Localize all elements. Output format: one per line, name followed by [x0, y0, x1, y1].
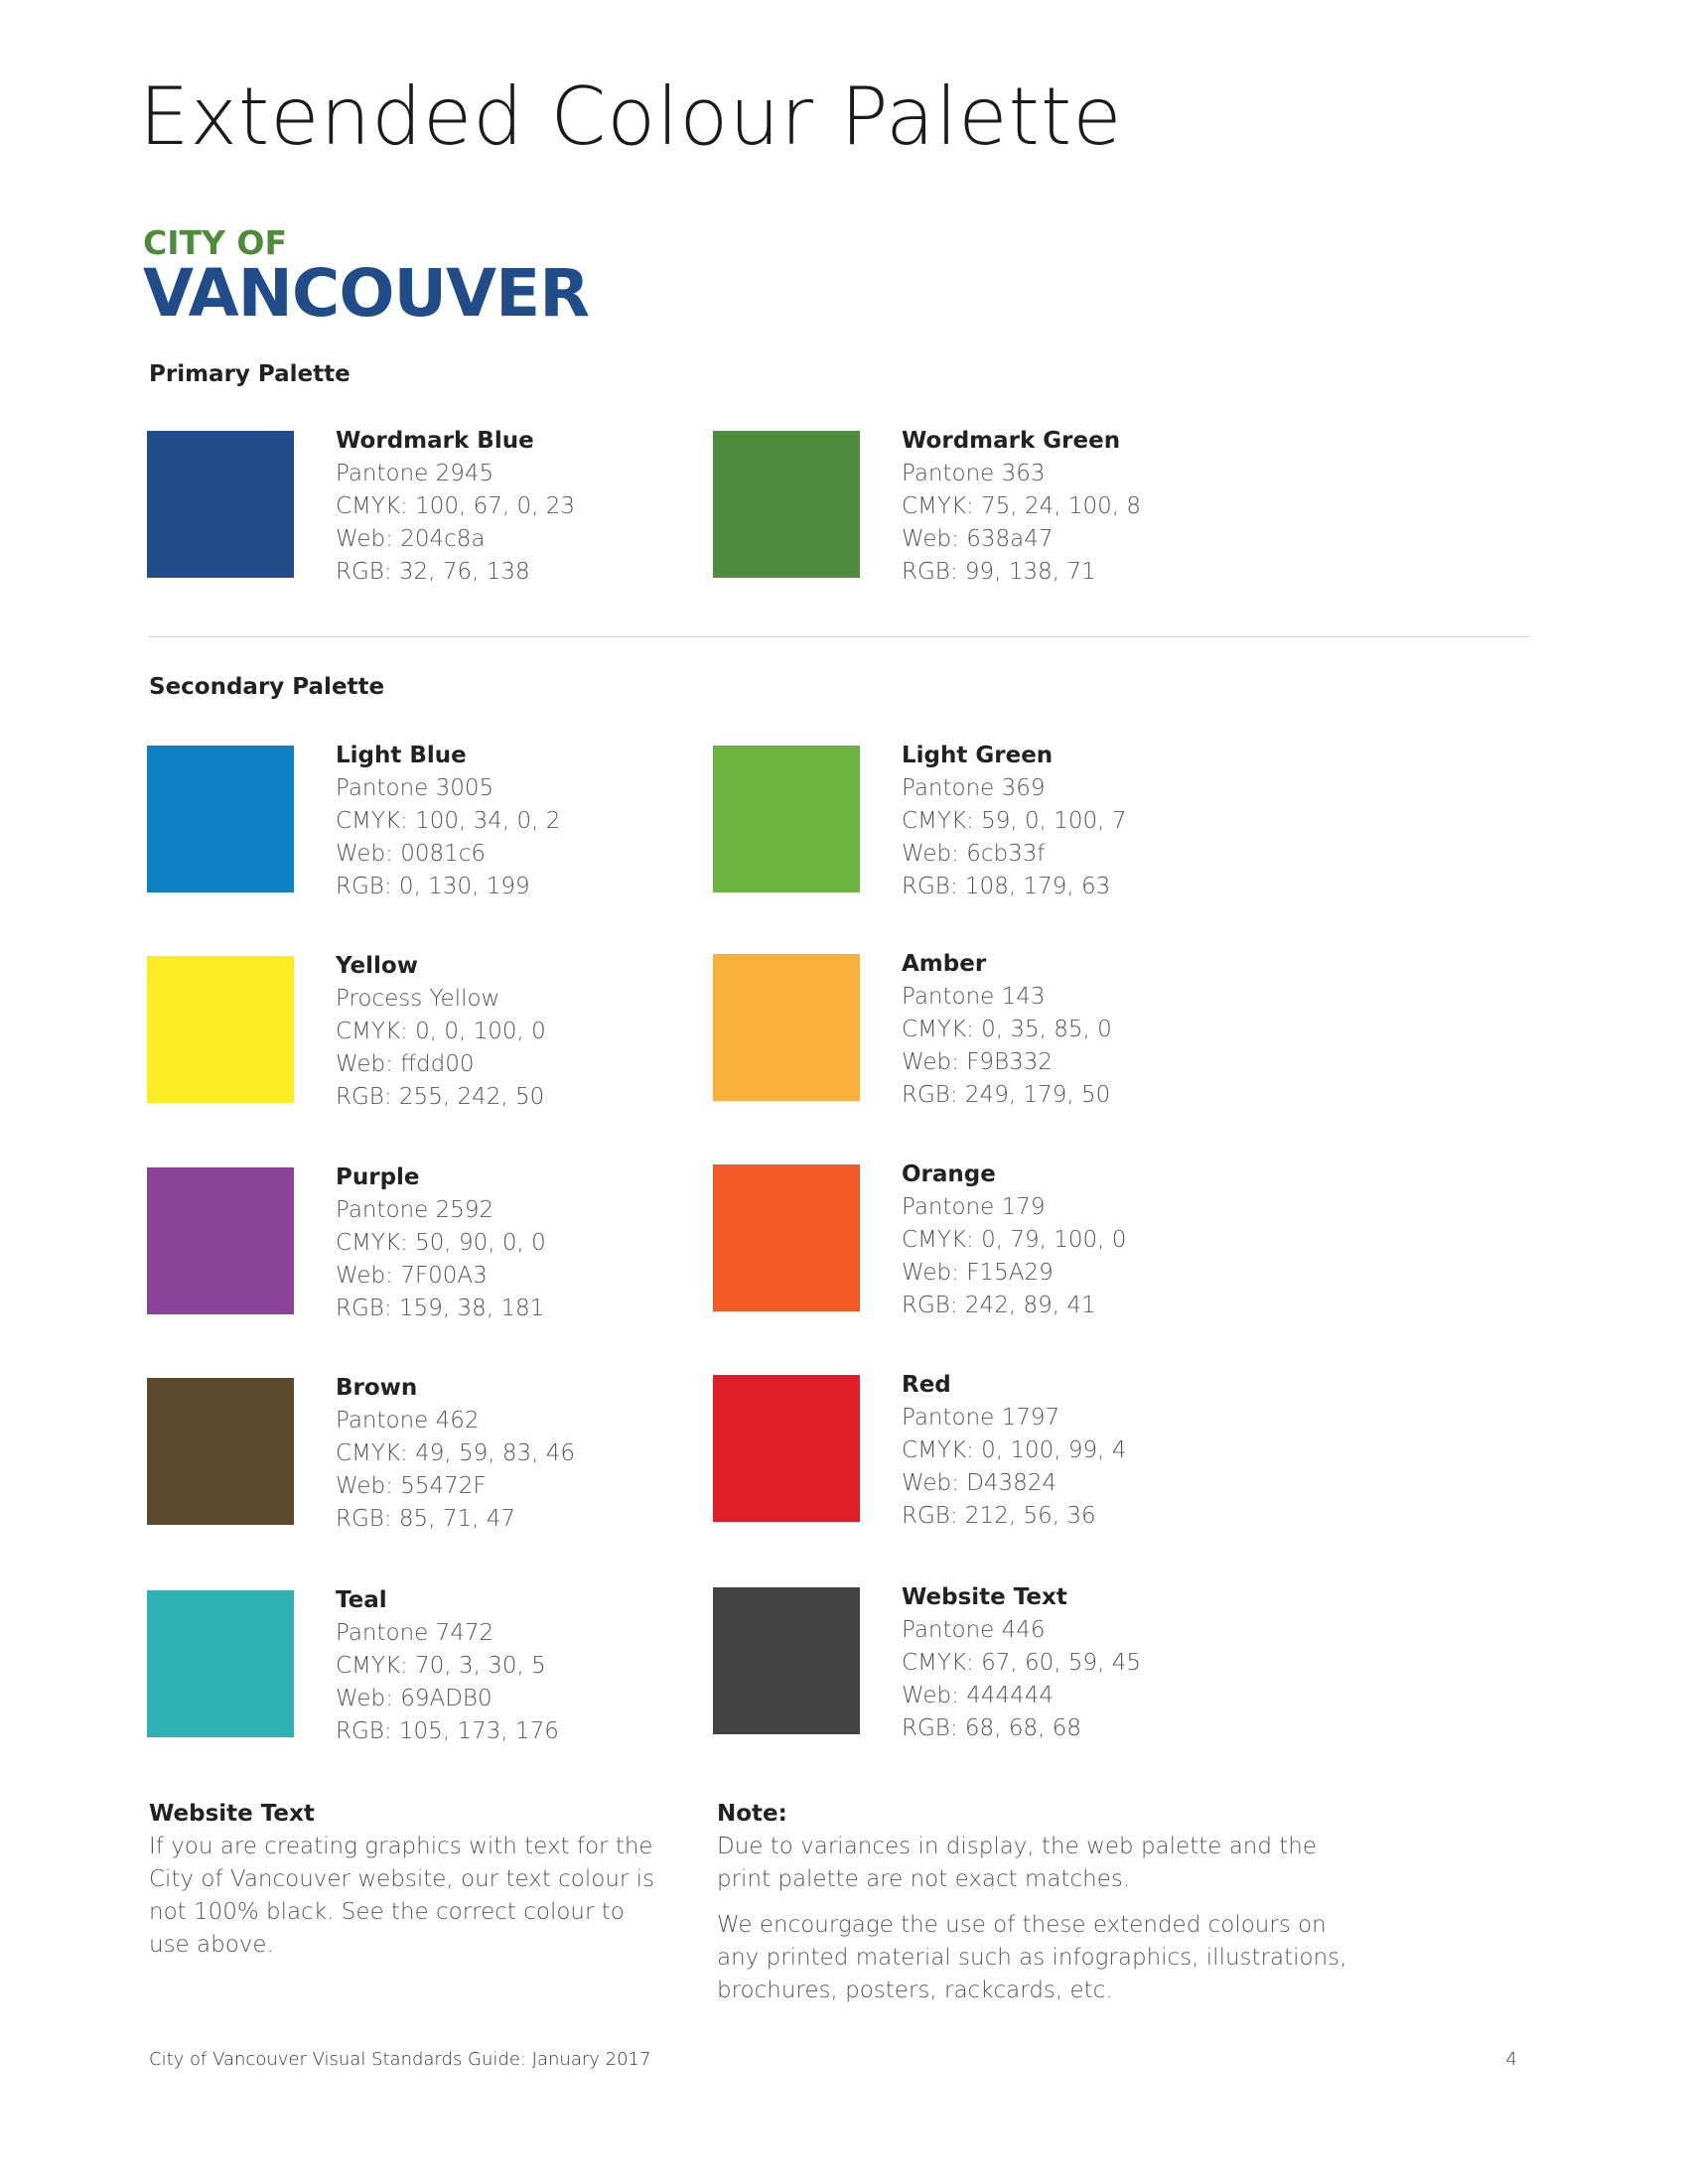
- web-value: Web: 0081c6: [336, 841, 487, 867]
- page-title: Extended Colour Palette: [139, 70, 1123, 163]
- pantone-value: Pantone 363: [902, 461, 1046, 486]
- pantone-value: Pantone 369: [902, 775, 1046, 801]
- cmyk-value: CMYK: 50, 90, 0, 0: [336, 1230, 546, 1256]
- rgb-value: RGB: 0, 130, 199: [336, 874, 530, 899]
- cmyk-value: CMYK: 49, 59, 83, 46: [336, 1440, 576, 1466]
- color-specs: [336, 740, 560, 903]
- color-specs: [902, 948, 1112, 1112]
- color-swatch: [713, 1375, 860, 1522]
- color-specs: [336, 425, 575, 589]
- web-value: Web: 638a47: [902, 526, 1054, 552]
- color-specs: [902, 740, 1126, 903]
- color-name: Amber: [902, 951, 987, 977]
- palette-entry-purple: [147, 1164, 703, 1326]
- web-value: Web: F15A29: [902, 1260, 1054, 1286]
- cmyk-value: CMYK: 75, 24, 100, 8: [902, 493, 1142, 519]
- pantone-value: Pantone 446: [902, 1617, 1046, 1643]
- rgb-value: RGB: 85, 71, 47: [336, 1506, 515, 1532]
- color-name: Brown: [336, 1375, 418, 1401]
- cmyk-value: CMYK: 70, 3, 30, 5: [336, 1653, 546, 1679]
- rgb-value: RGB: 105, 173, 176: [336, 1718, 559, 1744]
- rgb-value: RGB: 255, 242, 50: [336, 1084, 545, 1110]
- website-text-note-body: If you are creating graphics with text for the City of Vancouver website, our text colour is not 100% black. See the correct colour to use above.: [149, 1834, 655, 1958]
- palette-entry-red: [713, 1372, 1269, 1534]
- color-name: Website Text: [902, 1584, 1067, 1610]
- web-value: Web: 69ADB0: [336, 1686, 492, 1711]
- palette-entry-light-blue: [147, 743, 703, 904]
- rgb-value: RGB: 32, 76, 138: [336, 559, 530, 585]
- color-name: Orange: [902, 1161, 996, 1187]
- cmyk-value: CMYK: 0, 79, 100, 0: [902, 1227, 1127, 1253]
- color-swatch: [147, 1167, 294, 1314]
- footer-guide-title: City of Vancouver Visual Standards Guide: January 2017: [149, 2049, 651, 2070]
- color-specs: [336, 1584, 559, 1748]
- color-specs: [902, 1369, 1126, 1533]
- web-value: Web: 444444: [902, 1683, 1055, 1708]
- website-text-note: [149, 1798, 665, 1962]
- color-swatch: [147, 956, 294, 1103]
- cmyk-value: CMYK: 100, 67, 0, 23: [336, 493, 576, 519]
- note-paragraph-2: We encourgage the use of these extended colours on any printed material such as infographics, illustrations, brochures, posters, rackcards, etc.: [717, 1912, 1347, 2003]
- color-specs: [336, 1372, 575, 1536]
- palette-entry-wordmark-green: [713, 428, 1269, 590]
- pantone-value: Pantone 2592: [336, 1197, 494, 1223]
- web-value: Web: F9B332: [902, 1049, 1054, 1075]
- rgb-value: RGB: 159, 38, 181: [336, 1296, 545, 1321]
- website-text-note-title: Website Text: [149, 1801, 315, 1827]
- color-name: Yellow: [336, 953, 418, 979]
- pantone-value: Pantone 179: [902, 1194, 1046, 1220]
- web-value: Web: 6cb33f: [902, 841, 1046, 867]
- color-swatch: [713, 746, 860, 892]
- color-name: Purple: [336, 1164, 420, 1190]
- color-specs: [902, 425, 1141, 589]
- palette-entry-light-green: [713, 743, 1269, 904]
- web-value: Web: ffdd00: [336, 1051, 475, 1077]
- rgb-value: RGB: 212, 56, 36: [902, 1503, 1096, 1529]
- palette-entry-orange: [713, 1161, 1269, 1323]
- city-of-vancouver-logo: [143, 223, 590, 332]
- palette-entry-teal: [147, 1587, 703, 1749]
- cmyk-value: CMYK: 0, 35, 85, 0: [902, 1017, 1112, 1042]
- color-specs: [336, 950, 546, 1114]
- rgb-value: RGB: 68, 68, 68: [902, 1715, 1081, 1741]
- web-value: Web: 55472F: [336, 1473, 487, 1499]
- palette-entry-brown: [147, 1375, 703, 1537]
- cmyk-value: CMYK: 67, 60, 59, 45: [902, 1650, 1142, 1676]
- section-divider: [149, 636, 1529, 637]
- primary-palette-heading: Primary Palette: [149, 361, 351, 387]
- cmyk-value: CMYK: 0, 100, 99, 4: [902, 1437, 1127, 1463]
- color-swatch: [147, 746, 294, 892]
- color-swatch: [147, 431, 294, 578]
- color-name: Red: [902, 1372, 951, 1398]
- pantone-value: Process Yellow: [336, 986, 500, 1012]
- color-swatch: [713, 1164, 860, 1311]
- pantone-value: Pantone 143: [902, 984, 1046, 1010]
- color-specs: [902, 1581, 1141, 1745]
- rgb-value: RGB: 242, 89, 41: [902, 1293, 1096, 1318]
- palette-entry-amber: [713, 951, 1269, 1113]
- color-specs: [902, 1159, 1126, 1322]
- web-value: Web: D43824: [902, 1470, 1057, 1496]
- rgb-value: RGB: 108, 179, 63: [902, 874, 1111, 899]
- color-name: Wordmark Green: [902, 428, 1121, 454]
- pantone-value: Pantone 7472: [336, 1620, 494, 1646]
- palette-entry-website-text: [713, 1584, 1269, 1746]
- color-name: Light Green: [902, 743, 1054, 768]
- cmyk-value: CMYK: 100, 34, 0, 2: [336, 808, 561, 834]
- color-specs: [336, 1161, 546, 1325]
- cmyk-value: CMYK: 59, 0, 100, 7: [902, 808, 1127, 834]
- color-swatch: [147, 1378, 294, 1525]
- color-swatch: [713, 954, 860, 1101]
- note-paragraph-1: Due to variances in display, the web palette and the print palette are not exact matches.: [717, 1834, 1318, 1892]
- pantone-value: Pantone 1797: [902, 1405, 1060, 1431]
- note-title: Note:: [717, 1801, 787, 1827]
- logo-line-city-of: CITY OF: [143, 223, 287, 262]
- color-name: Teal: [336, 1587, 387, 1613]
- color-swatch: [713, 1587, 860, 1734]
- logo-line-vancouver: VANCOUVER: [143, 255, 590, 332]
- page-number: 4: [1505, 2049, 1517, 2070]
- pantone-value: Pantone 2945: [336, 461, 494, 486]
- color-name: Light Blue: [336, 743, 467, 768]
- palette-entry-wordmark-blue: [147, 428, 703, 590]
- rgb-value: RGB: 249, 179, 50: [902, 1082, 1111, 1108]
- color-swatch: [713, 431, 860, 578]
- secondary-palette-heading: Secondary Palette: [149, 674, 385, 700]
- cmyk-value: CMYK: 0, 0, 100, 0: [336, 1019, 546, 1044]
- pantone-value: Pantone 462: [336, 1408, 480, 1433]
- color-name: Wordmark Blue: [336, 428, 534, 454]
- display-variance-note: [717, 1798, 1372, 2007]
- color-swatch: [147, 1590, 294, 1737]
- web-value: Web: 204c8a: [336, 526, 486, 552]
- web-value: Web: 7F00A3: [336, 1263, 488, 1289]
- pantone-value: Pantone 3005: [336, 775, 494, 801]
- palette-entry-yellow: [147, 953, 703, 1115]
- rgb-value: RGB: 99, 138, 71: [902, 559, 1096, 585]
